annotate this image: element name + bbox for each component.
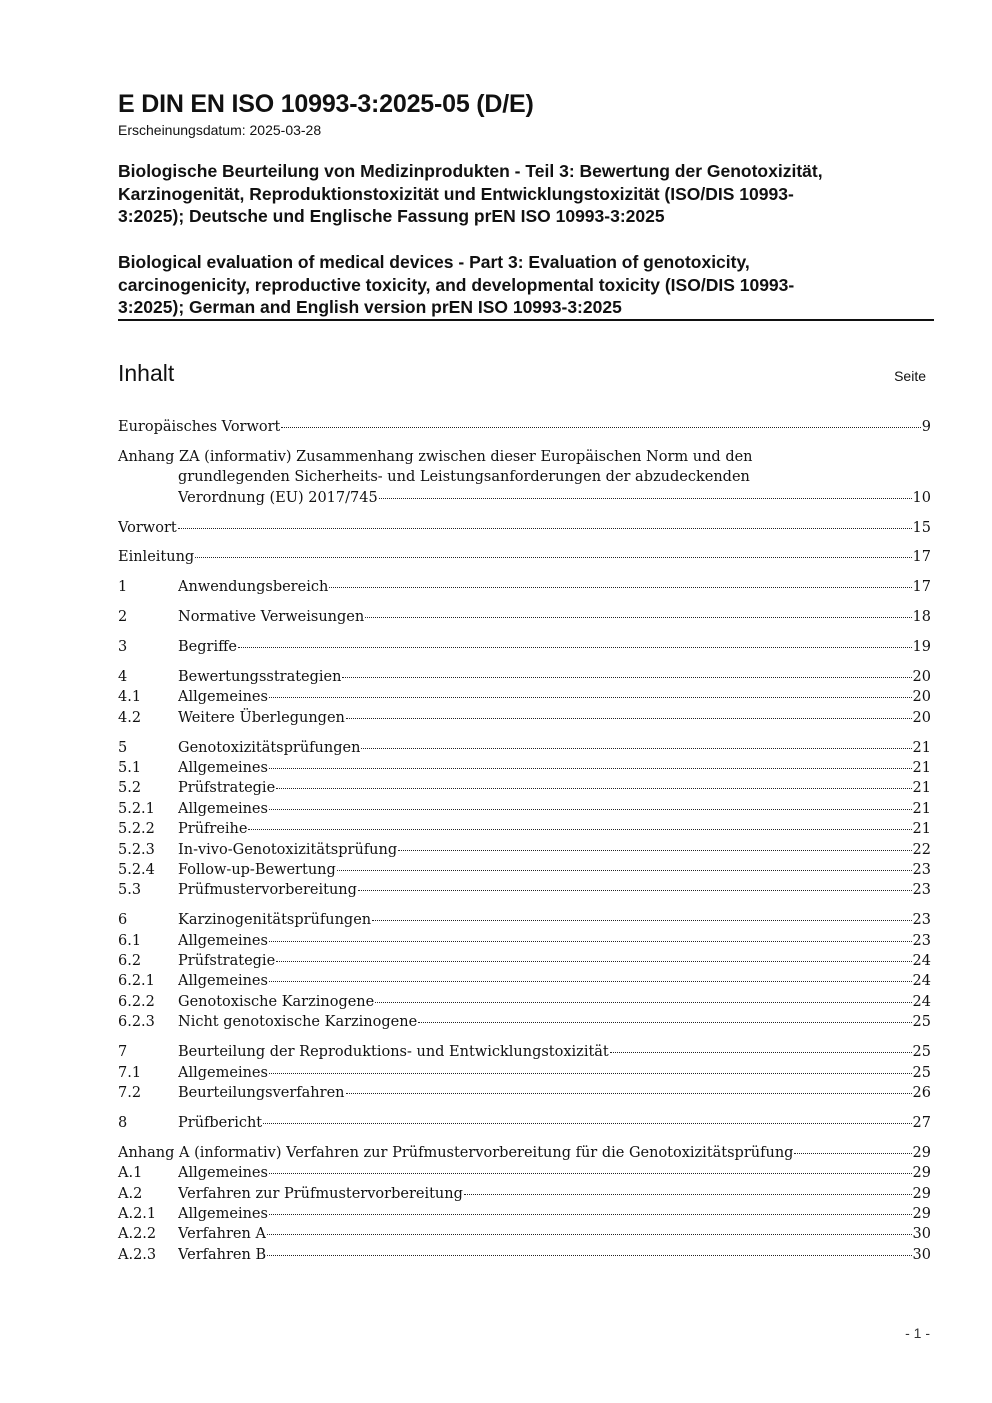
toc-dot-leader	[346, 718, 912, 719]
toc-entry-number: 7.1	[118, 1064, 142, 1081]
toc-dot-leader	[464, 1194, 912, 1195]
toc-entry-label: Follow-up-Bewertung	[178, 862, 336, 879]
toc-entry-label: Vorwort	[118, 519, 177, 536]
toc-entry-number: A.2	[118, 1185, 143, 1202]
toc-entry-label: Verfahren zur Prüfmustervorbereitung	[178, 1185, 463, 1202]
toc-entry-label: Allgemeines	[178, 800, 268, 817]
toc-dot-leader	[269, 981, 912, 982]
toc-entry-number: 4	[118, 669, 128, 686]
toc-entry-page: 24	[912, 993, 931, 1010]
toc-dot-leader	[358, 890, 912, 891]
toc-entry[interactable]	[118, 637, 931, 657]
toc-entry-page: 17	[912, 579, 931, 596]
toc-entry[interactable]	[118, 607, 931, 627]
toc-dot-leader	[178, 528, 912, 529]
toc-entry[interactable]	[118, 687, 931, 707]
toc-dot-leader	[398, 850, 911, 851]
toc-entry-page: 23	[912, 912, 931, 929]
toc-entry-page: 30	[912, 1246, 931, 1263]
toc-dot-leader	[263, 1123, 911, 1124]
toc-entry-label: Allgemeines	[178, 760, 268, 777]
toc-entry[interactable]	[118, 819, 931, 839]
toc-entry-number: 6.1	[118, 932, 142, 949]
toc-entry-page: 15	[912, 519, 931, 536]
document-id: E DIN EN ISO 10993-3:2025-05 (D/E)	[118, 90, 534, 118]
toc-entry-page: 21	[912, 800, 931, 817]
toc-dot-leader	[375, 1002, 911, 1003]
toc-entry[interactable]	[118, 1012, 931, 1032]
toc-entry-label: Normative Verweisungen	[178, 609, 365, 626]
toc-dot-leader	[372, 920, 911, 921]
toc-entry[interactable]	[118, 708, 931, 728]
toc-entry-number: 3	[118, 639, 128, 656]
toc-entry-label: Europäisches Vorwort	[118, 419, 281, 435]
toc-dot-leader	[610, 1052, 912, 1053]
toc-group	[118, 518, 931, 538]
toc-entry-page: 29	[912, 1165, 931, 1182]
toc-entry-label: Allgemeines	[178, 1165, 268, 1182]
page-number: - 1 -	[905, 1325, 930, 1341]
toc-dot-leader	[269, 1173, 912, 1174]
toc-entry-number: A.1	[118, 1165, 143, 1182]
toc-entry-number: A.2.2	[118, 1226, 157, 1243]
toc-entry-number: 7.2	[118, 1084, 142, 1101]
toc-entry-label: Karzinogenitätsprüfungen	[178, 912, 372, 929]
toc-entry[interactable]	[118, 1143, 931, 1163]
toc-group	[118, 667, 931, 728]
toc-entry-page: 23	[912, 932, 931, 949]
toc-entry-number: 5.2.4	[118, 862, 155, 879]
toc-dot-leader	[276, 788, 911, 789]
toc-entry-label: Prüfreihe	[178, 821, 248, 838]
toc-entry-page: 9	[921, 419, 931, 435]
toc-group	[118, 547, 931, 567]
toc-entry-page: 20	[912, 689, 931, 706]
toc-entry[interactable]	[118, 1083, 931, 1103]
toc-entry-page: 22	[912, 841, 931, 858]
toc-entry-page: 30	[912, 1226, 931, 1243]
toc-entry[interactable]	[118, 840, 931, 860]
toc-entry-label: Allgemeines	[178, 1064, 268, 1081]
title-english-line: 3:2025); German and English version prEN ISO 10993-3:2025	[118, 297, 622, 317]
toc-entry[interactable]	[118, 799, 931, 819]
toc-entry-page: 25	[912, 1044, 931, 1061]
toc-header	[118, 360, 926, 387]
toc-entry-number: 4.2	[118, 709, 142, 726]
toc-entry[interactable]	[118, 577, 931, 597]
toc-title: Inhalt	[118, 360, 175, 386]
toc-entry-label: Beurteilung der Reproduktions- und Entwicklungstoxizität	[178, 1044, 609, 1061]
toc-entry[interactable]	[118, 931, 931, 951]
toc-group	[118, 738, 931, 901]
toc-entry-label: Genotoxizitätsprüfungen	[178, 739, 361, 756]
toc-group	[118, 417, 931, 437]
toc-entry[interactable]	[118, 667, 931, 687]
toc-entry-page: 25	[912, 1014, 931, 1031]
toc-entry-number: 7	[118, 1044, 128, 1061]
toc-entry-label: Weitere Überlegungen	[178, 709, 345, 726]
toc-entry-number: 5	[118, 739, 128, 756]
toc-entry-number: 6.2.2	[118, 993, 155, 1010]
toc-entry[interactable]	[118, 1224, 931, 1244]
toc-entry-number: 4.1	[118, 689, 142, 706]
toc-entry[interactable]	[118, 547, 931, 567]
toc-group	[118, 910, 931, 1032]
toc-dot-leader	[329, 587, 911, 588]
toc-entry-page: 21	[912, 821, 931, 838]
toc-dot-leader	[342, 677, 911, 678]
toc-entry-page: 27	[912, 1114, 931, 1131]
toc-entry[interactable]	[118, 1204, 931, 1224]
toc-entry-label: Prüfstrategie	[178, 780, 276, 797]
toc-entry-label: Begriffe	[178, 639, 237, 656]
toc-group	[118, 1113, 931, 1133]
toc-entry-number: 1	[118, 579, 128, 596]
toc-entry-page: 24	[912, 973, 931, 990]
toc-entry-number: 8	[118, 1114, 128, 1131]
toc-entry-label: Anwendungsbereich	[178, 579, 329, 596]
toc-dot-leader	[267, 1234, 912, 1235]
toc-dot-leader	[361, 748, 911, 749]
toc-entry-page: 29	[912, 1205, 931, 1222]
publication-date: Erscheinungsdatum: 2025-03-28	[118, 122, 322, 138]
toc-entry[interactable]	[118, 1245, 931, 1265]
toc-entry-page: 20	[912, 669, 931, 686]
toc-entry[interactable]	[118, 1184, 931, 1204]
toc-dot-leader	[238, 647, 912, 648]
toc-entry-number: 5.2.2	[118, 821, 155, 838]
toc-dot-leader	[365, 617, 911, 618]
title-divider	[118, 319, 934, 321]
toc-entry-label: Prüfbericht	[178, 1114, 263, 1131]
toc-entry-label: In-vivo-Genotoxizitätsprüfung	[178, 841, 398, 858]
toc-dot-leader	[269, 941, 912, 942]
toc-entry[interactable]	[118, 951, 931, 971]
toc-annex-za-last-line	[118, 488, 931, 508]
toc-entry[interactable]	[118, 880, 931, 900]
toc-entry-number: 5.2	[118, 780, 142, 797]
toc-dot-leader	[337, 870, 912, 871]
toc-entry-label: Bewertungsstrategien	[178, 669, 342, 686]
toc-entry[interactable]	[118, 910, 931, 930]
toc-entry-page: 21	[912, 780, 931, 797]
title-german	[118, 160, 933, 228]
toc-entry-page: 21	[912, 760, 931, 777]
toc-entry[interactable]	[118, 1163, 931, 1183]
title-german-line: Biologische Beurteilung von Medizinprodukten - Teil 3: Bewertung der Genotoxizität,	[118, 161, 823, 181]
toc-entry-page: 20	[912, 709, 931, 726]
toc-dot-leader	[346, 1093, 912, 1094]
toc-dot-leader	[269, 1214, 912, 1215]
toc-entry-label: Allgemeines	[178, 932, 268, 949]
toc-entry-number: 5.2.3	[118, 841, 155, 858]
toc-entry[interactable]	[118, 738, 931, 758]
toc-dot-leader	[276, 961, 911, 962]
toc-entry[interactable]	[118, 518, 931, 538]
toc-dot-leader	[379, 498, 912, 499]
title-english-line: Biological evaluation of medical devices - Part 3: Evaluation of genotoxicity,	[118, 252, 750, 272]
toc-group	[118, 1042, 931, 1103]
toc-entry-page: 19	[912, 639, 931, 656]
toc-entry-page: 29	[912, 1185, 931, 1202]
toc-entry-number: 6.2.3	[118, 1014, 155, 1031]
toc-dot-leader	[195, 557, 911, 558]
toc-dot-leader	[248, 829, 911, 830]
toc-entry-label: Allgemeines	[178, 1205, 268, 1222]
toc-group	[118, 637, 931, 657]
toc-entry-number: 6.2	[118, 953, 142, 970]
toc-entry[interactable]	[118, 1042, 931, 1062]
toc-entry-label: Allgemeines	[178, 973, 268, 990]
toc-entry-number: A.2.3	[118, 1246, 157, 1263]
toc-entry[interactable]	[118, 417, 931, 437]
toc-page-column-label: Seite	[894, 368, 926, 384]
toc-entry[interactable]	[118, 1113, 931, 1133]
toc-entry-label: Anhang A (informativ) Verfahren zur Prüfmustervorbereitung für die Genotoxizitätsprüfung	[118, 1144, 794, 1161]
toc-entry-label: Nicht genotoxische Karzinogene	[178, 1014, 418, 1031]
toc-entry[interactable]	[118, 778, 931, 798]
toc-entry-page: 26	[912, 1084, 931, 1101]
toc-entry-number: 6	[118, 912, 128, 929]
title-german-line: 3:2025); Deutsche und Englische Fassung prEN ISO 10993-3:2025	[118, 206, 665, 226]
toc-entry-page: 23	[912, 882, 931, 899]
toc-group	[118, 1143, 931, 1265]
toc-entry-number: 6.2.1	[118, 973, 155, 990]
toc-entry-page: 17	[912, 549, 931, 566]
toc-entry[interactable]	[118, 860, 931, 880]
toc-dot-leader	[794, 1153, 911, 1154]
toc-entry[interactable]	[118, 992, 931, 1012]
toc-entry[interactable]	[118, 971, 931, 991]
toc-entry-page: 23	[912, 862, 931, 879]
toc-entry-label: Verfahren B	[178, 1246, 267, 1263]
toc-annex-za-line: Anhang ZA (informativ) Zusammenhang zwischen dieser Europäischen Norm und den	[118, 448, 753, 465]
toc-entry-number: 5.3	[118, 882, 142, 899]
toc-dot-leader	[269, 809, 912, 810]
title-german-line: Karzinogenität, Reproduktionstoxizität und Entwicklungstoxizität (ISO/DIS 10993-	[118, 183, 794, 204]
toc-entry-page: 21	[912, 739, 931, 756]
toc-entry[interactable]	[118, 758, 931, 778]
toc-entry-page: 24	[912, 953, 931, 970]
toc-group	[118, 577, 931, 597]
toc-entry-page: 29	[912, 1144, 931, 1161]
title-english	[118, 251, 933, 319]
toc-dot-leader	[281, 427, 920, 428]
toc-entry-number: A.2.1	[118, 1205, 157, 1222]
toc-entry-page: 18	[912, 609, 931, 626]
toc-entry-page: 25	[912, 1064, 931, 1081]
toc-entry-number: 5.1	[118, 760, 142, 777]
toc-entry-number: 2	[118, 609, 128, 626]
toc-entry-label: Beurteilungsverfahren	[178, 1084, 345, 1101]
toc-entry-label: Prüfmustervorbereitung	[178, 882, 357, 899]
toc-entry-label: Einleitung	[118, 549, 195, 566]
toc-dot-leader	[418, 1022, 911, 1023]
title-english-line: carcinogenicity, reproductive toxicity, and developmental toxicity (ISO/DIS 10993-	[118, 274, 795, 295]
table-of-contents	[118, 417, 931, 1275]
toc-entry[interactable]	[118, 1063, 931, 1083]
toc-entry-label: Genotoxische Karzinogene	[178, 993, 375, 1010]
toc-entry-label: Allgemeines	[178, 689, 268, 706]
toc-entry-label: Verfahren A	[178, 1226, 266, 1243]
toc-entry-label: Prüfstrategie	[178, 953, 276, 970]
toc-annex-za-line: grundlegenden Sicherheits- und Leistungsanforderungen der abzudeckenden	[178, 469, 750, 486]
toc-entry-page: 10	[912, 489, 931, 506]
toc-group	[118, 607, 931, 627]
toc-dot-leader	[269, 697, 912, 698]
toc-entry-annex-za[interactable]	[118, 447, 931, 508]
toc-entry-label: Verordnung (EU) 2017/745	[178, 489, 378, 506]
toc-dot-leader	[269, 1073, 912, 1074]
toc-dot-leader	[267, 1255, 911, 1256]
toc-dot-leader	[269, 768, 912, 769]
toc-entry-number: 5.2.1	[118, 800, 155, 817]
